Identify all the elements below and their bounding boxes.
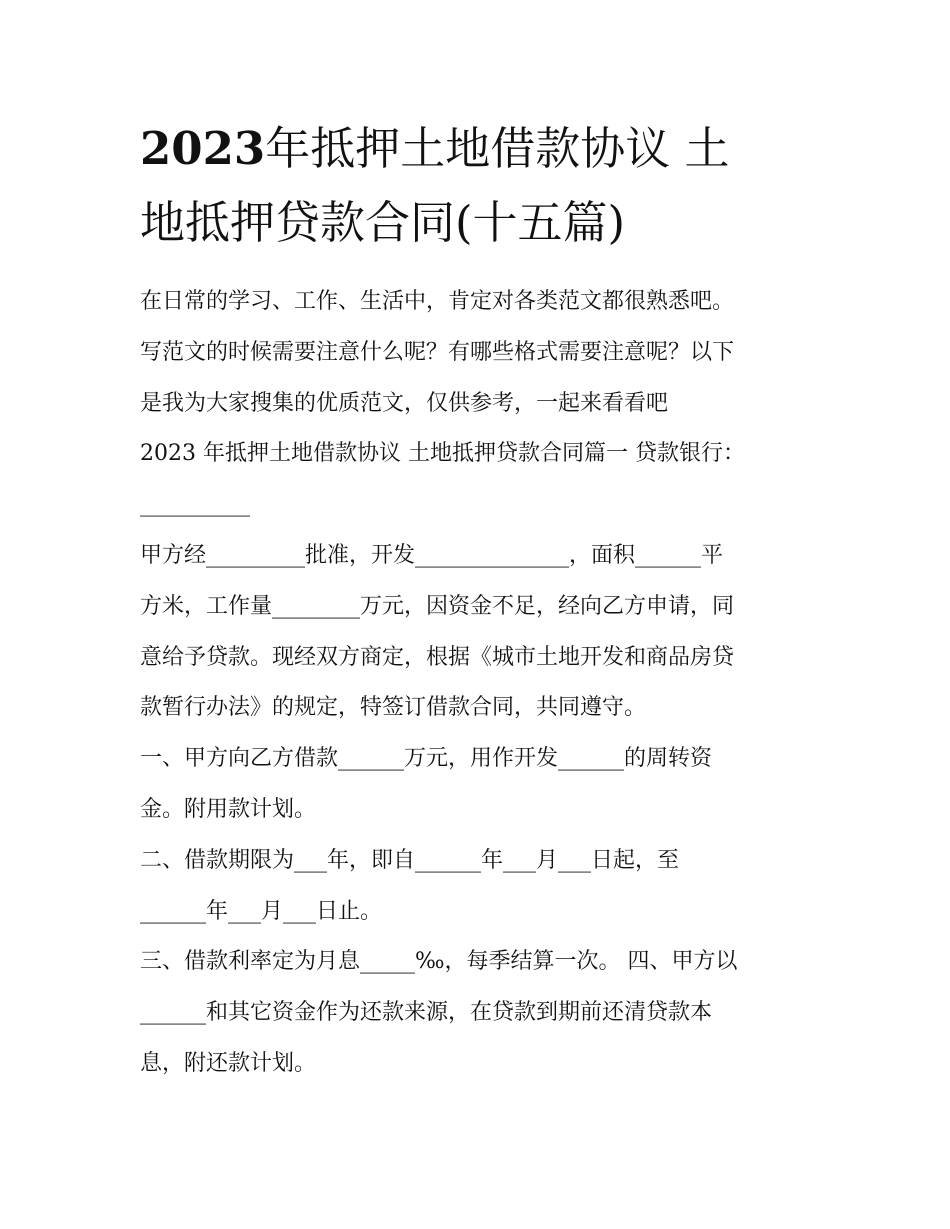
body-line: 方米，工作量________万元，因资金不足，经向乙方申请，同	[140, 593, 735, 619]
title-year: 2023	[140, 122, 266, 175]
clause-line: ______年___月___日止。	[140, 898, 383, 924]
document-title	[140, 112, 830, 260]
title-line	[140, 186, 830, 260]
clause-line: 三、借款利率定为月息_____‰，每季结算一次。 四、甲方以	[140, 949, 738, 975]
lender-blank-line: __________	[140, 492, 250, 518]
title-line	[140, 112, 830, 186]
body-line: 意给予贷款。现经双方商定，根据《城市土地开发和商品房贷	[140, 644, 735, 670]
title-text: 年抵押土地借款协议 土	[265, 122, 730, 175]
clause-line: 二、借款期限为___年，即自______年___月___日起，至	[140, 847, 680, 873]
clause-line: 一、甲方向乙方借款______万元，用作开发______的周转资	[140, 746, 713, 772]
body-line: 甲方经_________批准，开发______________，面积______平	[140, 542, 724, 568]
section-heading-line: 2023 年抵押土地借款协议 土地抵押贷款合同篇一 贷款银行：	[140, 441, 745, 467]
clause-line: ______和其它资金作为还款来源，在贷款到期前还清贷款本	[140, 1000, 713, 1026]
title-text: 地抵押贷款合同(十五篇)	[140, 196, 626, 249]
intro-line: 在日常的学习、工作、生活中，肯定对各类范文都很熟悉吧。	[140, 289, 735, 314]
body-line: 款暂行办法》的规定，特签订借款合同，共同遵守。	[140, 695, 647, 721]
document-body	[140, 277, 830, 1090]
intro-line: 是我为大家搜集的优质范文，仅供参考，一起来看看吧	[140, 390, 669, 416]
clause-line: 金。附用款计划。	[140, 796, 317, 822]
clause-line: 息，附还款计划。	[140, 1050, 317, 1076]
intro-line: 写范文的时候需要注意什么呢？有哪些格式需要注意呢？以下	[140, 339, 735, 365]
